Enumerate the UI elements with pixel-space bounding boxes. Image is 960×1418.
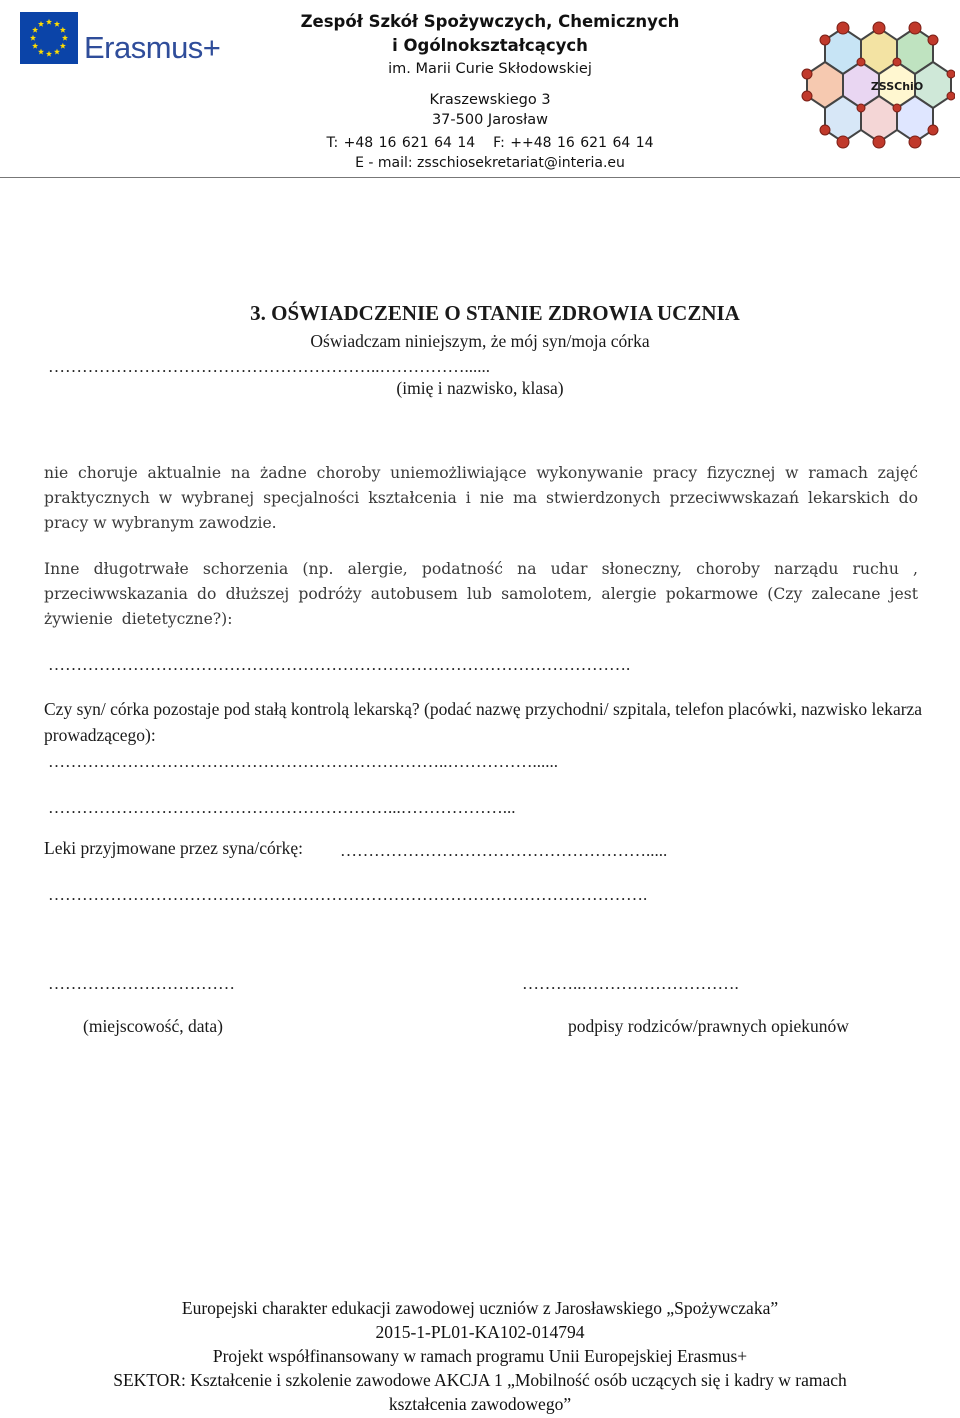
student-name-hint: (imię i nazwisko, klasa) [396, 378, 564, 398]
chronic-conditions-field[interactable]: …………………………………………………………………………………………. [48, 655, 631, 674]
place-date-label: (miejscowość, data) [83, 1016, 223, 1036]
footer-line2: 2015-1-PL01-KA102-014794 [375, 1322, 585, 1342]
school-name-line1: Zespół Szkół Spożywczych, Chemicznych [300, 12, 680, 31]
school-patron: im. Marii Curie Skłodowskiej [388, 61, 592, 77]
student-name-field[interactable]: …………………………………………………..……………...... [48, 357, 490, 376]
header-divider [0, 177, 960, 178]
eu-flag-icon [20, 12, 78, 64]
school-name-line2: i Ogólnokształcących [392, 36, 588, 55]
school-street: Kraszewskiego 3 [429, 92, 551, 108]
medical-control-field-2[interactable]: ……………………………………………………...………………... [48, 798, 516, 817]
chronic-conditions-label: Inne długotrwałe schorzenia (np. alergie, podatność na udar słoneczny, choroby narządu ruchu , przeciwwskazania do dłuższej podróży autobusem lub samolotem, alergie pokarmowe (Czy zalecane jest żywienie dietetyczne?): [44, 560, 918, 628]
school-phone-fax [240, 132, 740, 154]
medical-control-question: Czy syn/ córka pozostaje pod stałą kontrolą lekarską? (podać nazwę przychodni/ szpitala, telefon placówki, nazwisko lekarza prowadzącego): [44, 699, 923, 745]
form-title: 3. OŚWIADCZENIE O STANIE ZDROWIA UCZNIA [250, 301, 740, 325]
erasmus-plus-logo [20, 12, 220, 68]
place-date-field[interactable]: …………………………… [48, 974, 235, 993]
footer-line4: SEKTOR: Kształcenie i szkolenie zawodowe AKCJA 1 „Mobilność osób uczących się i kadry w ramach [113, 1370, 847, 1390]
school-city: 37-500 Jarosław [431, 112, 549, 128]
footer-line3: Projekt współfinansowany w ramach programu Unii Europejskiej Erasmus+ [212, 1346, 748, 1366]
project-footer [0, 1296, 960, 1416]
footer-line1: Europejski charakter edukacji zawodowej uczniów z Jarosławskiego „Spożywczaka” [181, 1298, 779, 1318]
intro-text: Oświadczam niniejszym, że mój syn/moja córka [310, 331, 650, 351]
medications-field-2[interactable]: ……………………………………………………………………………………………. [48, 885, 648, 904]
school-crest-logo [785, 2, 955, 167]
medications-label: Leki przyjmowane przez syna/córkę: [44, 838, 303, 858]
parent-signature-field[interactable]: ………..………………………. [522, 974, 739, 993]
erasmus-logo-text: Erasmus+ [84, 30, 221, 65]
footer-line5: kształcenia zawodowego” [388, 1394, 572, 1414]
parent-signature-label: podpisy rodziców/prawnych opiekunów [568, 1016, 849, 1036]
school-phone: T: +48 16 621 64 14 [326, 135, 476, 151]
medications-field[interactable]: ………………………………………………..... [340, 841, 668, 860]
school-email: E - mail: zsschiosekretariat@interia.eu [355, 155, 625, 171]
medical-control-field-1[interactable]: ……………………………………………………………..……………...... [48, 752, 558, 771]
health-statement: nie choruje aktualnie na żadne choroby uniemożliwiające wykonywanie pracy fizycznej w ramach zajęć praktycznych w wybranej specjalności kształcenia i nie ma stwierdzonych przeciwwskazań lekarskich do pracy w wybranym zawodzie. [44, 464, 918, 532]
school-letterhead [240, 10, 740, 172]
school-fax: F: ++48 16 621 64 14 [493, 135, 654, 151]
crest-text: ZSSChiO [870, 80, 924, 93]
